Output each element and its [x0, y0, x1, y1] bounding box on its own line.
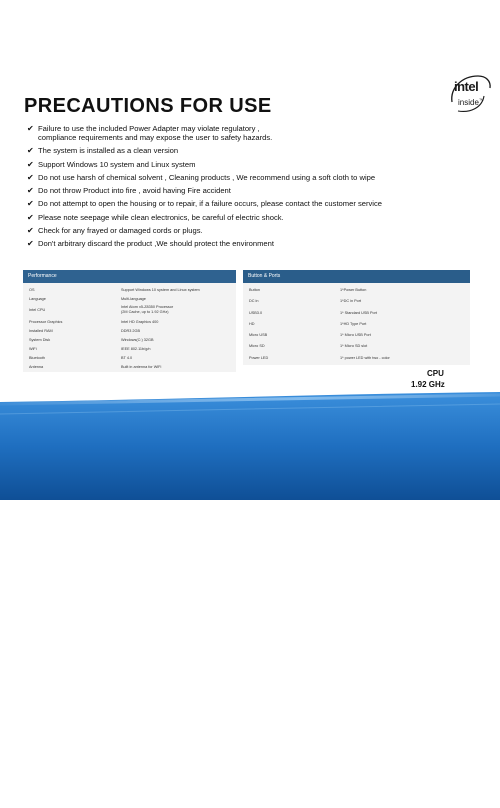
checkmark-icon: ✔ [27, 186, 34, 196]
table-row: OS Support Windows 10 system and Linux system [29, 288, 200, 292]
page-title: PRECAUTIONS FOR USE [24, 95, 272, 117]
checkmark-icon: ✔ [27, 172, 34, 182]
intel-inside-logo [448, 72, 492, 114]
blue-wave-graphic [0, 390, 500, 500]
checkmark-icon: ✔ [27, 239, 34, 249]
table-row: HD 1*HD Type Port [249, 321, 367, 326]
precautions-list [27, 124, 482, 253]
table-row: Micro SD 1* Micro SD slot [249, 344, 368, 349]
precaution-item: ✔ Don't arbitrary discard the product ,We should protect the environment [27, 239, 274, 249]
precaution-item: ✔ Check for any frayed or damaged cords or plugs. [27, 226, 203, 236]
table-row: Processor Graphics Intel HD Graphics 400 [29, 320, 159, 324]
buttons-ports-header: Button & Ports [243, 270, 470, 283]
table-row: DC in 1*DC in Port [249, 299, 362, 304]
table-row: System Disk Windows(C:) 32GB [29, 338, 154, 342]
buttons-ports-table [243, 270, 470, 365]
checkmark-icon: ✔ [27, 124, 34, 133]
performance-body [23, 283, 236, 372]
precaution-item: ✔ Do not use harsh of chemical solvent , Cleaning products , We recommend using a soft cloth to wipe [27, 172, 376, 182]
table-row: Bluetooth BT 4.0 [29, 356, 133, 360]
table-row: Antenna Built in antenna for WiFi [29, 365, 162, 369]
cpu-label: CPU [427, 369, 444, 378]
precaution-item: ✔ Please note seepage while clean electronics, be careful of electric shock. [27, 212, 284, 222]
table-row: Button 1*Power Button [249, 288, 367, 292]
table-row: Power LED 1* power LED with two - color [249, 355, 390, 360]
checkmark-icon: ✔ [27, 159, 34, 169]
table-row: Intel CPU Intel Atom x5-Z8350 Processor (2M Cache, up to 1.92 GHz) [29, 305, 174, 314]
table-row: WiFi IEEE 802.11b/g/n [29, 347, 151, 351]
precaution-item: ✔ Failure to use the included Power Adapter may violate regulatory , compliance requirements and may expose the user to safety hazards. [27, 124, 273, 142]
performance-table [23, 270, 236, 372]
checkmark-icon: ✔ [27, 226, 34, 236]
blue-footer-band [0, 390, 500, 808]
checkmark-icon: ✔ [27, 212, 34, 222]
precaution-item: ✔ The system is installed as a clean version [27, 146, 179, 156]
checkmark-icon: ✔ [27, 199, 34, 209]
checkmark-icon: ✔ [27, 146, 34, 156]
precaution-item: ✔ Do not attempt to open the housing or to repair, if a failure occurs, please contact the customer service [27, 199, 383, 209]
cpu-speed: 1.92 GHz [411, 380, 445, 389]
table-row: Micro USB 1* Micro USB Port [249, 333, 371, 338]
table-row: USB3.0 1* Standard USB Port [249, 310, 377, 315]
intel-wordmark: intel [454, 79, 479, 94]
buttons-ports-body [243, 283, 470, 365]
precaution-item: ✔ Do not throw Product into fire , avoid having Fire accident [27, 186, 231, 196]
precaution-item: ✔ Support Windows 10 system and Linux system [27, 159, 196, 169]
cpu-model-label: Intel Atom x5-Z8350 [392, 798, 469, 808]
performance-header: Performance [23, 270, 236, 283]
table-row: Installed RAM DDR3 2GB [29, 329, 140, 333]
table-row: Language Multi-language [29, 297, 146, 301]
intel-inside-tagline: inside™ [458, 98, 484, 107]
